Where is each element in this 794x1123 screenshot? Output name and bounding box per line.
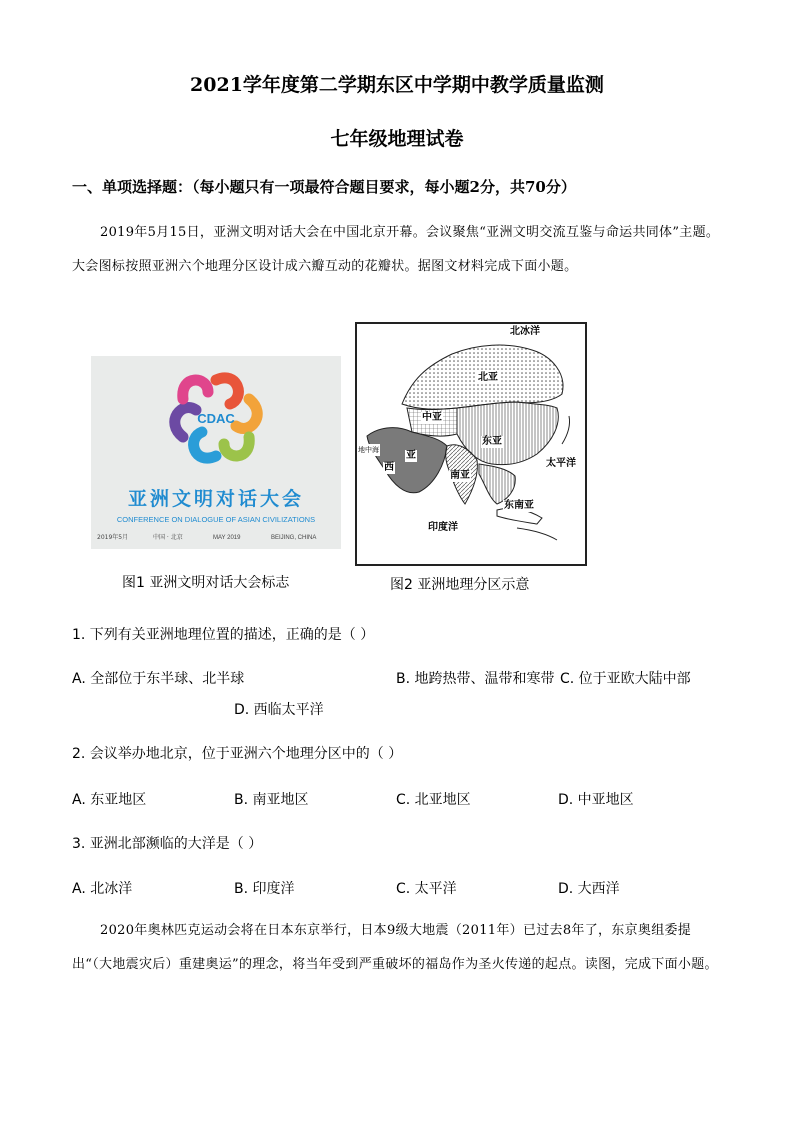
passage-1: 2019年5月15日，亚洲文明对话大会在中国北京开幕。会议聚焦“亚洲文明交流互鉴与命运共同体”主题。大会图标按照亚洲六个地理分区设计成六瓣互动的花瓣状。据图文材料完成下面小题。 <box>72 225 720 274</box>
question-2-option-a[interactable]: A. 东亚地区 <box>72 792 147 808</box>
question-2-option-c[interactable]: C. 北亚地区 <box>396 792 471 808</box>
question-1-option-d[interactable]: D. 西临太平洋 <box>234 702 324 718</box>
question-2-stem: 2. 会议举办地北京，位于亚洲六个地理分区中的（ ） <box>72 746 403 762</box>
label-north-asia: 北亚 <box>478 372 498 383</box>
cdac-logo-image <box>91 356 341 549</box>
label-pacific-ocean: 太平洋 <box>546 458 576 469</box>
question-1-option-c[interactable]: C. 位于亚欧大陆中部 <box>560 671 691 687</box>
question-3-stem: 3. 亚洲北部濒临的大洋是（ ） <box>72 836 263 852</box>
logo-chinese-name: 亚洲文明对话大会 <box>127 488 305 510</box>
label-central-asia: 中亚 <box>422 412 442 423</box>
question-2-option-b[interactable]: B. 南亚地区 <box>234 792 309 808</box>
section-heading: 一、单项选择题：（每小题只有一项最符合题目要求，每小题2分，共70分） <box>72 178 576 196</box>
question-2-option-d[interactable]: D. 中亚地区 <box>558 792 634 808</box>
logo-place-en: BEIJING, CHINA <box>271 535 317 541</box>
figure-1-caption: 图1 亚洲文明对话大会标志 <box>122 575 290 591</box>
logo-abbr: CDAC <box>197 411 235 426</box>
logo-place-cn: 中国 · 北京 <box>153 534 183 541</box>
label-mediterranean: 地中海 <box>358 446 379 454</box>
label-asia-char: 亚 <box>406 450 416 461</box>
figure-2-caption: 图2 亚洲地理分区示意 <box>390 577 530 593</box>
exam-title: 2021学年度第二学期东区中学期中教学质量监测 <box>190 74 604 96</box>
logo-date-cn: 2019年5月 <box>97 534 129 541</box>
question-1-option-b[interactable]: B. 地跨热带、温带和寒带 <box>396 671 555 687</box>
question-3-option-b[interactable]: B. 印度洋 <box>234 881 295 897</box>
asia-regions-map <box>355 322 587 566</box>
label-south-asia: 南亚 <box>450 470 470 481</box>
passage-2: 2020年奥林匹克运动会将在日本东京举行，日本9级大地震（2011年）已过去8年了，东京奥组委提出“（大地震灾后）重建奥运”的理念，将当年受到严重破坏的福岛作为圣火传递的起点。读图，完成下面小题。 <box>72 923 718 972</box>
label-southeast-asia: 东南亚 <box>504 500 534 511</box>
label-indian-ocean: 印度洋 <box>428 522 458 533</box>
question-3-option-d[interactable]: D. 大西洋 <box>558 881 620 897</box>
logo-english-name: CONFERENCE ON DIALOGUE OF ASIAN CIVILIZATIONS <box>116 515 316 524</box>
label-east-asia: 东亚 <box>482 436 502 447</box>
question-3-option-a[interactable]: A. 北冰洋 <box>72 881 133 897</box>
label-west: 西 <box>384 462 394 473</box>
question-1-option-a[interactable]: A. 全部位于东半球、北半球 <box>72 671 245 687</box>
question-3-option-c[interactable]: C. 太平洋 <box>396 881 457 897</box>
exam-subtitle: 七年级地理试卷 <box>330 128 464 150</box>
asia-map-drawing <box>357 324 585 564</box>
label-arctic-ocean: 北冰洋 <box>510 326 540 337</box>
logo-date-en: MAY 2019 <box>213 535 241 541</box>
flower-logo-icon <box>91 356 341 549</box>
question-1-stem: 1. 下列有关亚洲地理位置的描述，正确的是（ ） <box>72 627 375 643</box>
